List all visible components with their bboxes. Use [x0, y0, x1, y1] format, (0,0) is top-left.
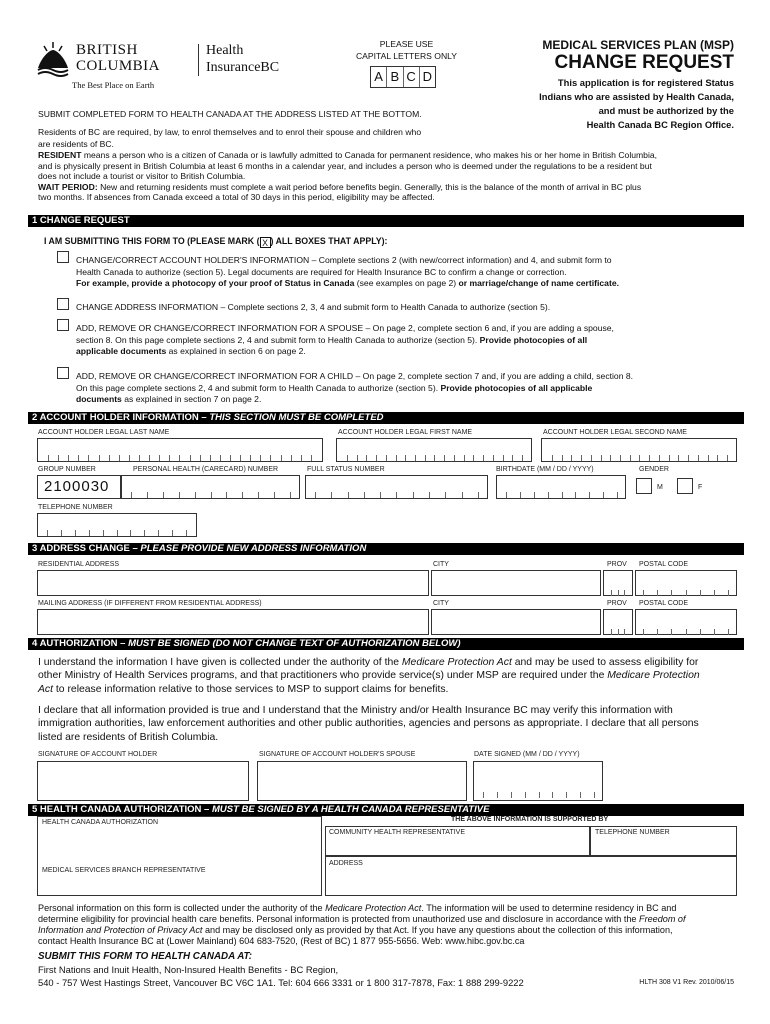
- comb-divider: [281, 455, 291, 461]
- bc-sun-logo-icon: [36, 40, 70, 80]
- form-title: CHANGE REQUEST: [554, 52, 734, 73]
- comb-divider: [686, 629, 700, 635]
- comb-divider: [493, 455, 503, 461]
- comb-divider: [473, 455, 483, 461]
- section4-title-italic: MUST BE SIGNED (DO NOT CHANGE TEXT OF AUTHORIZATION BELOW): [128, 638, 461, 649]
- comb-divider: [103, 530, 117, 536]
- comb-divider: [75, 530, 89, 536]
- p1-line3a: Act: [38, 683, 54, 695]
- comb-divider: [571, 455, 581, 461]
- mailing-address-label: MAILING ADDRESS (IF DIFFERENT FROM RESIDENTIAL ADDRESS): [38, 600, 262, 607]
- prov2-combs: [611, 629, 625, 635]
- group-number-field[interactable]: [37, 475, 121, 499]
- logo-divider: [198, 44, 199, 76]
- sig-holder-label: SIGNATURE OF ACCOUNT HOLDER: [38, 751, 158, 758]
- comb-divider: [200, 455, 210, 461]
- opt3-line1: ADD, REMOVE OR CHANGE/CORRECT INFORMATION FOR A SPOUSE – On page 2, complete section 6 and, if you are adding a spouse,: [76, 323, 614, 333]
- comb-divider: [429, 492, 445, 498]
- health-canada-authorization-field[interactable]: [37, 816, 322, 896]
- section5-header: [28, 804, 744, 816]
- hc-address-field[interactable]: [325, 856, 737, 896]
- mailing-address-field[interactable]: [37, 609, 429, 635]
- city-label: CITY: [433, 561, 449, 568]
- opt1-line3a: For example, provide a photocopy of your proof of Status in Canada: [76, 278, 355, 288]
- phn-combs: [131, 492, 291, 498]
- comb-divider: [714, 590, 728, 596]
- last-name-label: ACCOUNT HOLDER LEGAL LAST NAME: [38, 429, 170, 436]
- opt3-line2b: Provide photocopies of all: [479, 334, 588, 345]
- comb-divider: [331, 492, 347, 498]
- section4-header: [28, 638, 744, 650]
- comb-divider: [260, 455, 270, 461]
- comb-divider: [89, 530, 103, 536]
- comb-divider: [581, 455, 591, 461]
- comb-divider: [698, 455, 708, 461]
- p2-line1: I declare that all information provided is true and I understand that the Ministry and/or Health Insurance BC may verify this information with: [38, 705, 673, 716]
- comb-divider: [48, 455, 58, 461]
- section3-title-italic: PLEASE PROVIDE NEW ADDRESS INFORMATION: [140, 543, 367, 554]
- telephone-combs: [47, 530, 187, 536]
- mailing-address-line2: 540 - 757 West Hastings Street, Vancouver BC V6C 1A1. Tel: 604 666 3331 or 1 800 317-7878, Fax: 1 888 299-9222: [38, 977, 524, 988]
- city2-field[interactable]: [431, 609, 601, 635]
- comb-divider: [274, 492, 290, 498]
- comb-divider: [464, 455, 474, 461]
- postal-code2-label: POSTAL CODE: [639, 600, 689, 607]
- comb-divider: [678, 455, 688, 461]
- resident-def-line2: and is physically present in British Columbia at least 6 months in a calendar year, and includes a person who is deemed under the regulations to be a resident but: [38, 160, 652, 171]
- comb-divider: [195, 492, 211, 498]
- comb-divider: [601, 455, 611, 461]
- comb-divider: [728, 629, 729, 635]
- residents-line1: Residents of BC are required, by law, to enrol themselves and to enrol their spouse and children who: [38, 127, 422, 137]
- comb-divider: [415, 455, 425, 461]
- comb-divider: [413, 492, 429, 498]
- comb-divider: [258, 492, 274, 498]
- child-info-checkbox[interactable]: [57, 367, 69, 379]
- opt3-line3a: applicable documents: [76, 346, 167, 356]
- comb-divider: [139, 455, 149, 461]
- option-child-info: [76, 371, 736, 406]
- comb-divider: [159, 455, 169, 461]
- section5-title-italic: MUST BE SIGNED BY A HEALTH CANADA REPRESENTATIVE: [211, 804, 490, 815]
- comb-divider: [552, 455, 562, 461]
- comb-divider: [179, 455, 189, 461]
- gender-label: GENDER: [639, 466, 669, 473]
- comb-divider: [483, 792, 497, 798]
- comb-divider: [190, 455, 200, 461]
- comb-divider: [58, 455, 68, 461]
- city2-label: CITY: [433, 600, 449, 607]
- comb-divider: [520, 492, 534, 498]
- phn-label: PERSONAL HEALTH (CARECARD) NUMBER: [133, 466, 279, 473]
- comb-divider: [566, 792, 580, 798]
- comb-divider: [144, 530, 158, 536]
- comb-divider: [643, 590, 657, 596]
- opt1-line3c: or marriage/change of name certificate.: [458, 278, 619, 288]
- comb-divider: [548, 492, 562, 498]
- wait-def-line2: two months. If absences from Canada exceed a total of 30 days in this period, eligibility may be affected.: [38, 192, 435, 202]
- authorization-text-2: [38, 704, 744, 744]
- comb-divider: [250, 455, 260, 461]
- comb-divider: [552, 792, 566, 798]
- sample-letters: [370, 66, 436, 88]
- opt1-line3b: (see examples on page 2): [354, 278, 459, 288]
- prov2-label: PROV: [607, 600, 627, 607]
- comb-divider: [617, 492, 618, 498]
- comb-divider: [158, 530, 172, 536]
- comb-divider: [210, 455, 220, 461]
- instructions-line2: CAPITAL LETTERS ONLY: [355, 51, 458, 61]
- p1-line3b: to release information relative to those services to MSP to support claims for benefits.: [53, 683, 449, 695]
- comb-divider: [366, 455, 376, 461]
- section2-title: 2 ACCOUNT HOLDER INFORMATION –: [32, 412, 210, 423]
- comb-divider: [643, 629, 657, 635]
- last-name-combs: [48, 455, 312, 461]
- comb-divider: [220, 455, 230, 461]
- privacy-line4: contact Health Insurance BC at (Lower Mainland) 604 683-7520, (Rest of BC) 1 877 955-5656. Web: www.hibc.gov.bc.ca: [38, 936, 525, 946]
- section1-instruction: [44, 236, 388, 248]
- comb-divider: [624, 590, 625, 596]
- p2-line3: listed are residents of British Columbia.: [38, 731, 219, 743]
- comb-divider: [270, 455, 280, 461]
- comb-divider: [610, 455, 620, 461]
- postal-code-label: POSTAL CODE: [639, 561, 689, 568]
- comb-divider: [639, 455, 649, 461]
- comb-divider: [47, 530, 61, 536]
- comb-divider: [630, 455, 640, 461]
- comb-divider: [99, 455, 109, 461]
- postal-combs: [643, 590, 729, 596]
- resident-definition: [38, 150, 748, 203]
- comb-divider: [434, 455, 444, 461]
- hc-telephone-label: TELEPHONE NUMBER: [595, 829, 670, 836]
- spouse-info-checkbox[interactable]: [57, 319, 69, 331]
- logo-line2: COLUMBIA: [76, 58, 161, 74]
- residential-address-field[interactable]: [37, 570, 429, 596]
- mailing-address-line1: First Nations and Inuit Health, Non-Insured Health Benefits - BC Region,: [38, 964, 339, 975]
- postal2-combs: [643, 629, 729, 635]
- comb-divider: [512, 455, 522, 461]
- comb-divider: [119, 455, 129, 461]
- form-code: HLTH 308 V1 Rev. 2010/06/15: [639, 979, 734, 986]
- section5-title: 5 HEALTH CANADA AUTHORIZATION –: [32, 804, 212, 815]
- hc-address-label: ADDRESS: [329, 860, 363, 867]
- comb-divider: [179, 492, 195, 498]
- sample-letter: A: [371, 67, 387, 87]
- section3-header: [28, 543, 744, 555]
- section1-header: 1 CHANGE REQUEST: [28, 215, 744, 227]
- comb-divider: [444, 455, 454, 461]
- comb-divider: [117, 530, 131, 536]
- comb-divider: [727, 455, 728, 461]
- comb-divider: [580, 792, 594, 798]
- notice-line3: and must be authorized by the: [598, 105, 734, 116]
- date-signed-combs: [483, 792, 595, 798]
- comb-divider: [311, 455, 312, 461]
- comb-divider: [671, 629, 685, 635]
- comb-divider: [364, 492, 380, 498]
- opt3-line3b: as explained in section 6 on page 2.: [166, 346, 306, 356]
- birthdate-label: BIRTHDATE (MM / DD / YYYY): [496, 466, 594, 473]
- privacy-line3a: Information and Protection of Privacy Act: [38, 925, 203, 935]
- comb-divider: [230, 455, 240, 461]
- comb-divider: [129, 455, 139, 461]
- comb-divider: [149, 455, 159, 461]
- supported-by-label: THE ABOVE INFORMATION IS SUPPORTED BY: [451, 816, 609, 823]
- group-number-label: GROUP NUMBER: [38, 466, 96, 473]
- comb-divider: [562, 455, 572, 461]
- telephone-label: TELEPHONE NUMBER: [38, 504, 113, 511]
- comb-divider: [659, 455, 669, 461]
- comb-divider: [131, 492, 147, 498]
- comb-divider: [462, 492, 478, 498]
- option-spouse-info: [76, 323, 736, 358]
- city-field[interactable]: [431, 570, 601, 596]
- notice-line4: Health Canada BC Region Office.: [586, 119, 734, 130]
- instruction-before: I AM SUBMITTING THIS FORM TO (PLEASE MARK (: [44, 236, 260, 246]
- prov-label: PROV: [607, 561, 627, 568]
- comb-divider: [78, 455, 88, 461]
- gender-f-checkbox[interactable]: [677, 478, 693, 494]
- comb-divider: [376, 455, 386, 461]
- change-address-checkbox[interactable]: [57, 298, 69, 310]
- prov-combs: [611, 590, 625, 596]
- comb-divider: [575, 492, 589, 498]
- comb-divider: [671, 590, 685, 596]
- comb-divider: [240, 455, 250, 461]
- comb-divider: [315, 492, 331, 498]
- p1-line2a: other Ministry of Health Services programs, and that practitioners who provide service(s) under MSP are required under the: [38, 670, 608, 682]
- section4-title: 4 AUTHORIZATION –: [32, 638, 129, 649]
- sample-letter: D: [422, 69, 433, 84]
- comb-divider: [688, 455, 698, 461]
- hc-auth-label: HEALTH CANADA AUTHORIZATION: [42, 819, 159, 826]
- opt4-line2b: Provide photocopies of all applicable: [440, 382, 593, 393]
- comb-divider: [649, 455, 659, 461]
- p1-line2b: Medicare Protection: [607, 670, 700, 682]
- notice-line1: This application is for registered Status: [557, 77, 734, 88]
- resident-def-line3: does not include a tourist or visitor to British Columbia.: [38, 171, 246, 181]
- second-name-label: ACCOUNT HOLDER LEGAL SECOND NAME: [543, 429, 687, 436]
- comb-divider: [211, 492, 227, 498]
- opt1-line2: Health Canada to authorize (section 5). Legal documents are required for Health Insurance BC to confirm a change or correction.: [76, 266, 567, 277]
- comb-divider: [589, 492, 603, 498]
- privacy-line1a: Personal information on this form is collected under the authority of the: [38, 903, 326, 913]
- group-number-value: 2100030: [44, 478, 110, 495]
- option-change-account-info: [76, 255, 736, 290]
- comb-divider: [714, 629, 728, 635]
- privacy-line2b: Freedom of: [639, 914, 686, 924]
- second-name-combs: [552, 455, 728, 461]
- signature-spouse-field[interactable]: [257, 761, 467, 801]
- comb-divider: [708, 455, 718, 461]
- comb-divider: [163, 492, 179, 498]
- privacy-line1c: . The information will be used to determine residency in BC and: [421, 903, 677, 913]
- first-name-combs: [347, 455, 523, 461]
- option-change-address: CHANGE ADDRESS INFORMATION – Complete sections 2, 3, 4 and submit form to Health Canada to authorize (section 5).: [76, 302, 551, 312]
- resident-def-line1: means a person who is a citizen of Canada or is lawfully admitted to Canada for permanent residence, who makes his or her home in British Columbia,: [81, 150, 658, 160]
- section3-title: 3 ADDRESS CHANGE –: [32, 543, 141, 554]
- opt4-line1: ADD, REMOVE OR CHANGE/CORRECT INFORMATION FOR A CHILD – On page 2, complete section 7 and, if you are adding a child, section 8.: [76, 371, 634, 381]
- sample-letter: C: [404, 67, 420, 87]
- comb-divider: [620, 455, 630, 461]
- resident-term: RESIDENT: [38, 150, 82, 160]
- comb-divider: [61, 530, 75, 536]
- comb-divider: [562, 492, 576, 498]
- status-number-label: FULL STATUS NUMBER: [307, 466, 385, 473]
- comb-divider: [130, 530, 144, 536]
- comb-divider: [348, 492, 364, 498]
- comb-divider: [68, 455, 78, 461]
- comb-divider: [478, 492, 479, 498]
- status-combs: [315, 492, 479, 498]
- comb-divider: [169, 455, 179, 461]
- comb-divider: [88, 455, 98, 461]
- comb-divider: [425, 455, 435, 461]
- privacy-line1b: Medicare Protection Act: [325, 903, 422, 913]
- comb-divider: [347, 455, 357, 461]
- opt4-line3b: as explained in section 7 on page 2.: [121, 394, 262, 404]
- comb-divider: [591, 455, 601, 461]
- submit-heading: SUBMIT THIS FORM TO HEALTH CANADA AT:: [38, 951, 253, 962]
- logo-tagline: The Best Place on Earth: [72, 80, 155, 90]
- comb-divider: [497, 792, 511, 798]
- comb-divider: [290, 492, 291, 498]
- submit-note: SUBMIT COMPLETED FORM TO HEALTH CANADA AT THE ADDRESS LISTED AT THE BOTTOM.: [38, 109, 422, 119]
- comb-divider: [445, 492, 461, 498]
- p1-line1b: Medicare Protection Act: [401, 657, 512, 668]
- chr-label: COMMUNITY HEALTH REPRESENTATIVE: [329, 829, 465, 836]
- p1-line1a: I understand the information I have given is collected under the authority of the: [38, 657, 402, 668]
- comb-divider: [242, 492, 258, 498]
- comb-divider: [700, 629, 714, 635]
- notice-line2: Indians who are assisted by Health Canada,: [539, 91, 734, 102]
- wait-def-line1: New and returning residents must complete a wait period before benefits begin. Generally, this is the balance of the month of arrival in BC plus: [97, 181, 642, 192]
- logo-line1: BRITISH: [76, 42, 138, 58]
- msb-representative-label: MEDICAL SERVICES BRANCH REPRESENTATIVE: [42, 867, 206, 874]
- sample-letter: B: [387, 67, 403, 87]
- comb-divider: [396, 455, 406, 461]
- p1-line1c: and may be used to assess eligibility for: [511, 657, 699, 668]
- comb-divider: [147, 492, 163, 498]
- comb-divider: [539, 792, 553, 798]
- privacy-line3b: and may be disclosed only as provided by that Act. If you have any questions about the collection of this information,: [202, 925, 673, 935]
- comb-divider: [594, 792, 595, 798]
- comb-divider: [396, 492, 412, 498]
- instruction-mark: X: [260, 237, 271, 248]
- comb-divider: [657, 590, 671, 596]
- comb-divider: [717, 455, 727, 461]
- comb-divider: [226, 492, 242, 498]
- comb-divider: [172, 530, 186, 536]
- dept-line1: Health: [206, 43, 244, 58]
- privacy-statement: [38, 903, 744, 947]
- comb-divider: [603, 492, 617, 498]
- opt3-line2a: section 8. On this page complete sections 2, 4 and submit form to Health Canada to authorize (section 5).: [76, 334, 480, 345]
- bc-logo: [36, 38, 196, 94]
- plan-title: MEDICAL SERVICES PLAN (MSP): [542, 38, 734, 52]
- comb-divider: [525, 792, 539, 798]
- comb-divider: [109, 455, 119, 461]
- gender-m-label: M: [657, 484, 663, 491]
- p2-line2: immigration authorities, law enforcement authorities and other public authorities, agencies and persons as appropriate. I declare that all persons: [38, 718, 699, 730]
- comb-divider: [454, 455, 464, 461]
- comb-divider: [186, 530, 187, 536]
- comb-divider: [534, 492, 548, 498]
- comb-divider: [291, 455, 301, 461]
- sig-spouse-label: SIGNATURE OF ACCOUNT HOLDER'S SPOUSE: [259, 751, 416, 758]
- privacy-line2a: determine eligibility for provincial health care benefits. Personal information is protected from unauthorized use and disclosure in accordance with the: [38, 914, 640, 924]
- first-name-label: ACCOUNT HOLDER LEGAL FIRST NAME: [338, 429, 473, 436]
- residential-address-label: RESIDENTIAL ADDRESS: [38, 561, 120, 568]
- opt1-line1: CHANGE/CORRECT ACCOUNT HOLDER'S INFORMATION – Complete sections 2 (with new/correct information) and 4, and submit form to: [76, 255, 612, 265]
- comb-divider: [357, 455, 367, 461]
- section2-header: [28, 412, 744, 424]
- dept-line2: InsuranceBC: [206, 60, 280, 75]
- opt4-line2a: On this page complete sections 2, 4 and submit form to Health Canada to authorize (section 5).: [76, 382, 441, 393]
- signature-account-holder-field[interactable]: [37, 761, 249, 801]
- section2-title-italic: THIS SECTION MUST BE COMPLETED: [209, 412, 384, 423]
- comb-divider: [686, 590, 700, 596]
- instructions-line1: PLEASE USE: [379, 39, 434, 49]
- instruction-after: ) ALL BOXES THAT APPLY):: [270, 236, 388, 246]
- birthdate-combs: [506, 492, 618, 498]
- opt4-line3a: documents: [76, 394, 122, 404]
- comb-divider: [669, 455, 679, 461]
- wait-term: WAIT PERIOD:: [38, 181, 98, 192]
- comb-divider: [700, 590, 714, 596]
- authorization-text-1: [38, 656, 744, 696]
- comb-divider: [728, 590, 729, 596]
- comb-divider: [506, 492, 520, 498]
- gender-m-checkbox[interactable]: [636, 478, 652, 494]
- comb-divider: [503, 455, 513, 461]
- gender-f-label: F: [698, 484, 703, 491]
- comb-divider: [522, 455, 523, 461]
- date-signed-label: DATE SIGNED (MM / DD / YYYY): [474, 751, 580, 758]
- comb-divider: [405, 455, 415, 461]
- comb-divider: [301, 455, 311, 461]
- residents-line2: are residents of BC.: [38, 139, 114, 149]
- comb-divider: [511, 792, 525, 798]
- change-account-info-checkbox[interactable]: [57, 251, 69, 263]
- comb-divider: [386, 455, 396, 461]
- comb-divider: [624, 629, 625, 635]
- comb-divider: [380, 492, 396, 498]
- comb-divider: [483, 455, 493, 461]
- comb-divider: [657, 629, 671, 635]
